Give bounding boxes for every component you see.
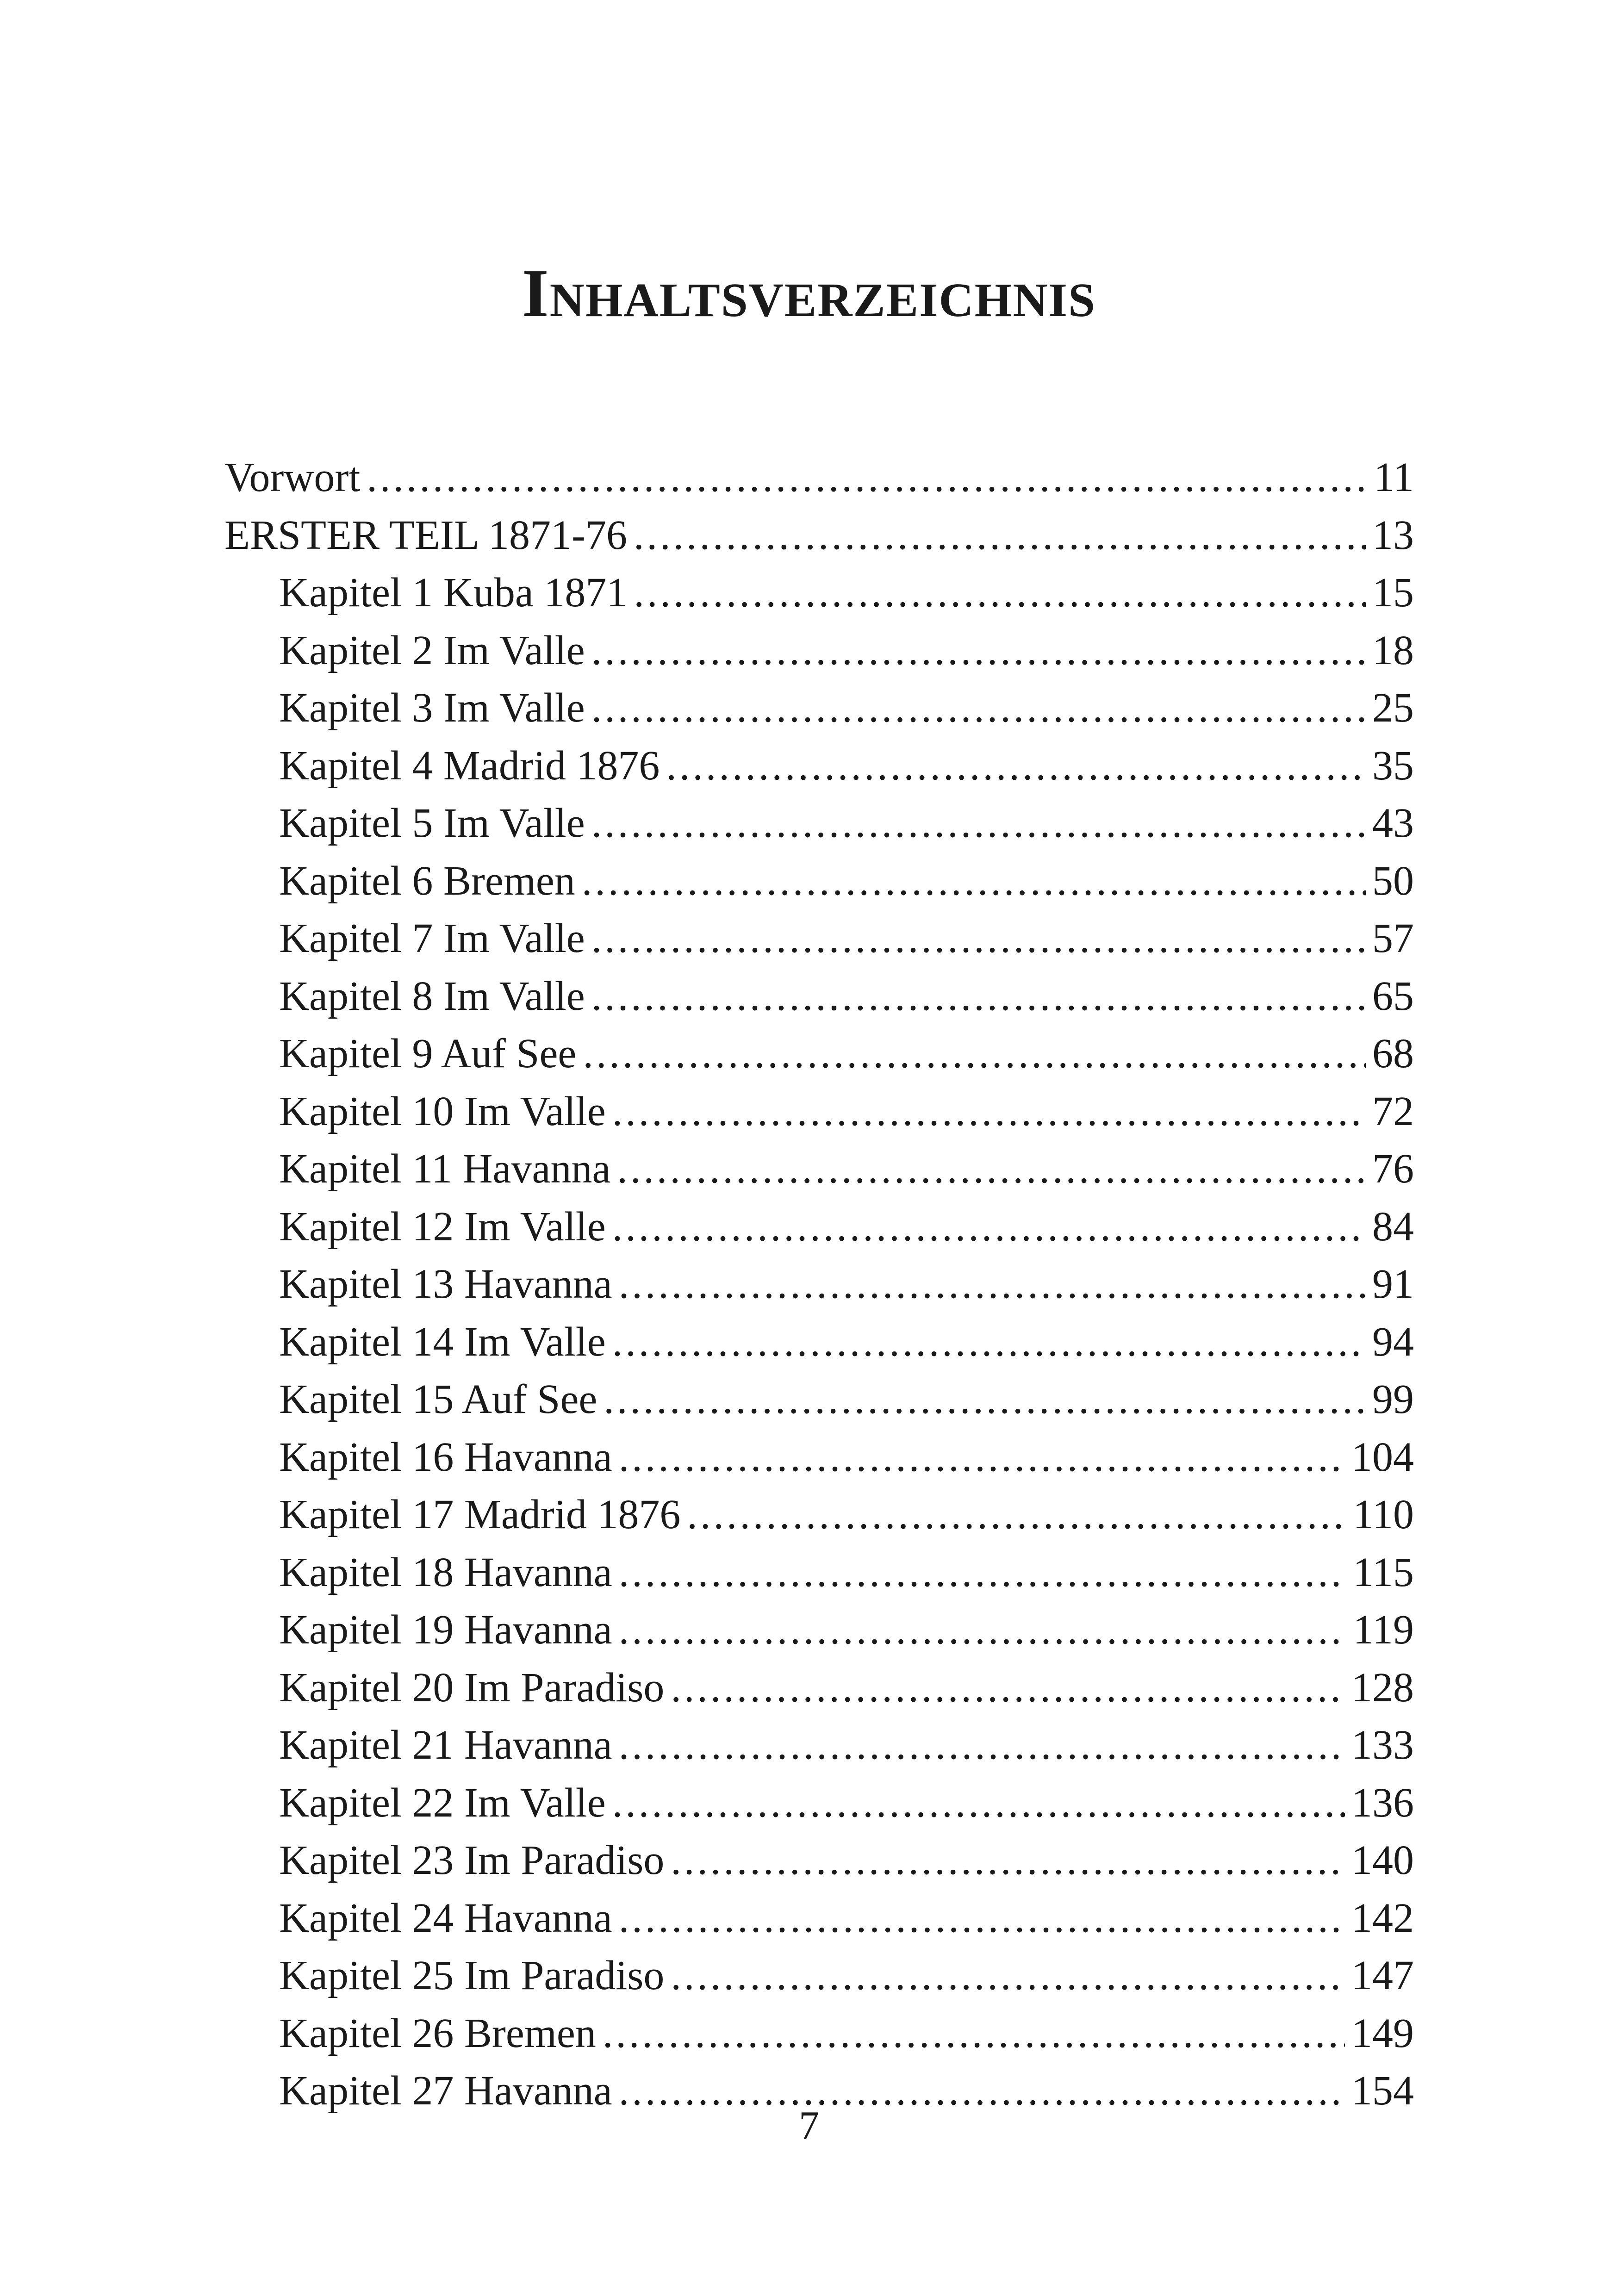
toc-entry-page: 149 [1351,2010,1414,2056]
toc-entry [224,1832,1414,1890]
toc-entry [224,1544,1414,1602]
toc-entry-page: 68 [1372,1031,1414,1076]
toc-entry-page: 11 [1374,454,1414,500]
toc-entry-label: Kapitel 23 Im Paradiso [279,1837,665,1883]
dot-leader [582,852,1366,910]
dot-leader [612,1198,1366,1256]
toc-entry-label: Kapitel 27 Havanna [279,2068,612,2114]
toc-entry-page: 57 [1372,915,1414,961]
toc-entry-label: Kapitel 24 Havanna [279,1895,612,1941]
toc-entry-label: Kapitel 19 Havanna [279,1607,612,1653]
dot-leader [666,737,1366,795]
toc-entry-label: Kapitel 8 Im Valle [279,973,585,1019]
toc-entry [224,1140,1414,1198]
dot-leader [591,795,1366,852]
toc-entry [224,1256,1414,1313]
toc-entry-label: Vorwort [224,454,361,500]
toc-entry [224,449,1414,507]
toc-entry-page: 119 [1353,1607,1414,1653]
toc-entry [224,1198,1414,1256]
toc-entry-label: Kapitel 16 Havanna [279,1434,612,1480]
toc-entry-label: Kapitel 6 Bremen [279,858,575,904]
toc-entry [224,1774,1414,1832]
toc-entry-page: 142 [1351,1895,1414,1941]
toc-entry-page: 110 [1353,1492,1414,1537]
page-title: Inhaltsverzeichnis [522,255,1096,331]
dot-leader [603,2005,1345,2063]
toc-entry-label: Kapitel 18 Havanna [279,1549,612,1595]
toc-entry-label: Kapitel 12 Im Valle [279,1203,606,1250]
dot-leader [617,1140,1366,1198]
toc-entry-page: 18 [1372,627,1414,673]
toc-entry-page: 140 [1351,1837,1414,1883]
toc-entry [224,1025,1414,1083]
dot-leader [591,968,1366,1026]
toc-entry-label: Kapitel 13 Havanna [279,1261,612,1307]
toc-entry [224,852,1414,910]
toc-entry-label: Kapitel 20 Im Paradiso [279,1664,665,1711]
toc-entry-label: Kapitel 5 Im Valle [279,800,585,846]
toc-entry [224,1659,1414,1717]
toc-entry [224,2005,1414,2063]
toc-entry [224,622,1414,680]
toc-entry [224,737,1414,795]
toc-entry-label: Kapitel 14 Im Valle [279,1319,606,1365]
toc-entry-page: 154 [1351,2068,1414,2114]
toc-entry-page: 128 [1351,1664,1414,1711]
toc-entry-label: Kapitel 25 Im Paradiso [279,1953,665,1998]
toc-entry-page: 65 [1372,973,1414,1019]
toc-entry-page: 147 [1351,1953,1414,1998]
dot-leader [619,1601,1347,1659]
toc-entry-label: Kapitel 22 Im Valle [279,1780,606,1826]
toc-entry-page: 72 [1372,1088,1414,1134]
toc-entry-label: Kapitel 4 Madrid 1876 [279,742,660,789]
toc-entry-page: 35 [1372,742,1414,789]
dot-leader [591,622,1366,680]
toc-entry-label: Kapitel 21 Havanna [279,1722,612,1768]
dot-leader [591,679,1366,737]
toc-entry-page: 25 [1372,685,1414,731]
toc-entry [224,1601,1414,1659]
toc-entry-page: 43 [1372,800,1414,846]
toc-entry-page: 84 [1372,1203,1414,1250]
toc-entry-label: Kapitel 9 Auf See [279,1031,577,1076]
toc-entry [224,1083,1414,1141]
toc-entry [224,968,1414,1026]
toc-entry-label: ERSTER TEIL 1871-76 [224,512,627,558]
toc-entry-page: 136 [1351,1780,1414,1826]
dot-leader [671,1947,1345,2005]
dot-leader [612,1774,1345,1832]
page-number: 7 [799,2103,819,2148]
dot-leader [619,1717,1345,1774]
dot-leader [612,1083,1366,1141]
toc-entry [224,507,1414,565]
dot-leader [591,910,1366,968]
dot-leader [583,1025,1366,1083]
toc-entry-label: Kapitel 7 Im Valle [279,915,585,961]
toc-entry [224,910,1414,968]
dot-leader [367,449,1367,507]
dot-leader [619,1890,1345,1948]
toc-entry-page: 99 [1372,1376,1414,1422]
dot-leader [687,1486,1346,1544]
toc-entry-page: 104 [1351,1434,1414,1480]
dot-leader [612,1313,1366,1371]
toc-entry [224,679,1414,737]
dot-leader [619,1429,1345,1487]
toc-entry-page: 94 [1372,1319,1414,1365]
toc-entry-page: 115 [1353,1549,1414,1595]
toc-entry-page: 15 [1372,570,1414,616]
toc-entry-label: Kapitel 1 Kuba 1871 [279,570,628,616]
toc-entry [224,564,1414,622]
dot-leader [671,1659,1345,1717]
toc-entry [224,1890,1414,1948]
table-of-contents [224,449,1414,2120]
toc-entry-page: 133 [1351,1722,1414,1768]
toc-entry [224,795,1414,852]
toc-entry-label: Kapitel 15 Auf See [279,1376,597,1422]
toc-entry-label: Kapitel 26 Bremen [279,2010,596,2056]
dot-leader [634,564,1366,622]
toc-entry-label: Kapitel 11 Havanna [279,1146,611,1192]
toc-entry-page: 13 [1372,512,1414,558]
toc-entry-label: Kapitel 2 Im Valle [279,627,585,673]
toc-entry-page: 50 [1372,858,1414,904]
dot-leader [604,1371,1366,1429]
toc-entry-label: Kapitel 10 Im Valle [279,1088,606,1134]
toc-entry [224,1371,1414,1429]
toc-entry [224,1717,1414,1774]
toc-entry [224,1313,1414,1371]
toc-entry-page: 76 [1372,1146,1414,1192]
dot-leader [619,1256,1366,1313]
toc-entry [224,1486,1414,1544]
dot-leader [671,1832,1345,1890]
toc-entry-label: Kapitel 3 Im Valle [279,685,585,731]
toc-entry-label: Kapitel 17 Madrid 1876 [279,1492,681,1537]
dot-leader [619,1544,1347,1602]
toc-entry-page: 91 [1372,1261,1414,1307]
toc-entry [224,1429,1414,1487]
dot-leader [634,507,1366,565]
toc-entry [224,1947,1414,2005]
